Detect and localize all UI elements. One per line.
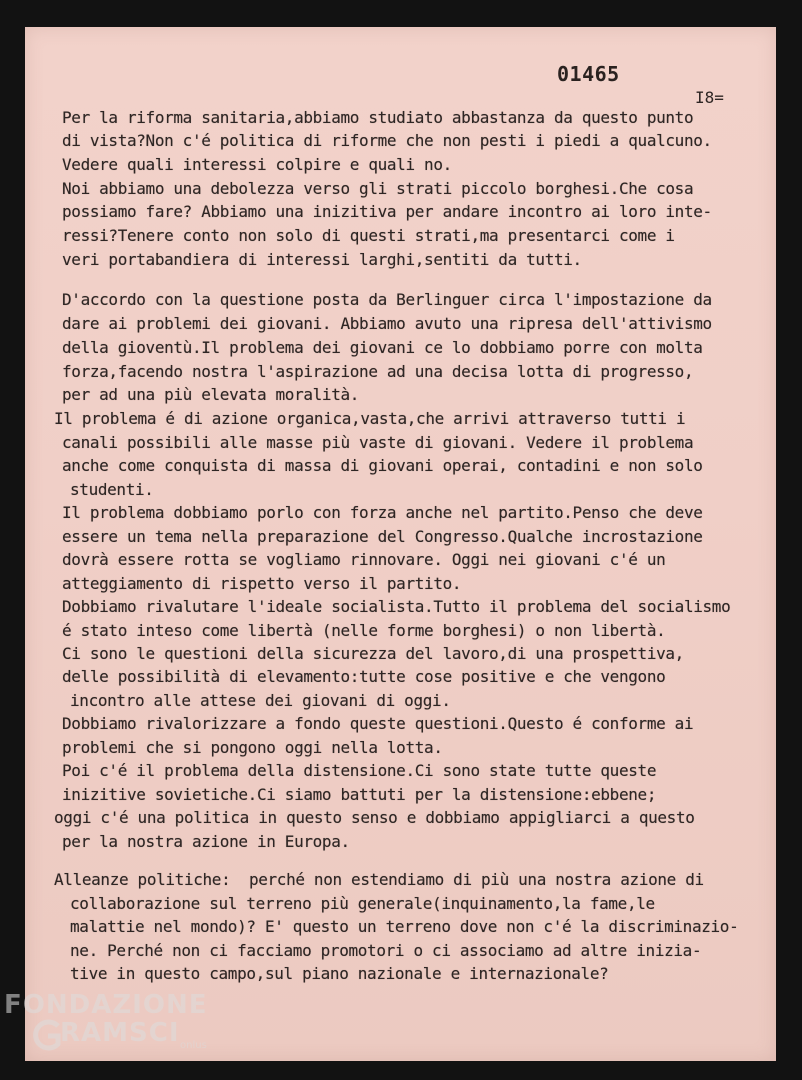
- text-line: Dobbiamo rivalorizzare a fondo queste questioni.Questo é conforme ai: [62, 714, 694, 733]
- text-line: Ci sono le questioni della sicurezza del lavoro,di una prospettiva,: [62, 644, 684, 663]
- text-line: atteggiamento di rispetto verso il partito.: [62, 574, 462, 593]
- text-line: Alleanze politiche: perché non estendiamo di più una nostra azione di: [54, 870, 704, 889]
- text-line: tive in questo campo,sul piano nazionale e internazionale?: [70, 964, 609, 983]
- text-line: Vedere quali interessi colpire e quali no.: [62, 155, 452, 174]
- text-line: Il problema dobbiamo porlo con forza anche nel partito.Penso che deve: [62, 503, 703, 522]
- text-line: malattie nel mondo)? E' questo un terreno dove non c'é la discriminazio-: [70, 917, 739, 936]
- document-number: 01465: [557, 62, 620, 86]
- text-line: ne. Perché non ci facciamo promotori o ci associamo ad altre inizia-: [70, 941, 702, 960]
- text-line: oggi c'é una politica in questo senso e dobbiamo appigliarci a questo: [54, 808, 695, 827]
- text-line: Poi c'é il problema della distensione.Ci sono state tutte queste: [62, 761, 657, 780]
- text-line: Per la riforma sanitaria,abbiamo studiato abbastanza da questo punto: [62, 108, 694, 127]
- text-line: é stato inteso come libertà (nelle forme borghesi) o non libertà.: [62, 621, 666, 640]
- text-line: di vista?Non c'é politica di riforme che non pesti i piedi a qualcuno.: [62, 131, 712, 150]
- text-line: D'accordo con la questione posta da Berlinguer circa l'impostazione da: [62, 290, 712, 309]
- text-line: essere un tema nella preparazione del Congresso.Qualche incrostazione: [62, 527, 703, 546]
- text-line: delle possibilità di elevamento:tutte cose positive e che vengono: [62, 667, 666, 686]
- text-line: della gioventù.Il problema dei giovani ce lo dobbiamo porre con molta: [62, 338, 703, 357]
- text-line: collaborazione sul terreno più generale(inquinamento,la fame,le: [70, 894, 655, 913]
- typewritten-page: [25, 27, 776, 1061]
- text-line: incontro alle attese dei giovani di oggi.: [70, 691, 451, 710]
- fondazione-gramsci-watermark: [4, 990, 208, 1070]
- watermark-line-bottom: RAMSCI: [60, 1018, 180, 1048]
- text-line: anche come conquista di massa di giovani operai, contadini e non solo: [62, 456, 703, 475]
- text-line: inizitive sovietiche.Ci siamo battuti per la distensione:ebbene;: [62, 785, 657, 804]
- watermark-line-top: FONDAZIONE: [4, 990, 208, 1020]
- text-line: canali possibili alle masse più vaste di giovani. Vedere il problema: [62, 433, 694, 452]
- text-line: dovrà essere rotta se vogliamo rinnovare. Oggi nei giovani c'é un: [62, 550, 666, 569]
- text-line: possiamo fare? Abbiamo una inizitiva per andare incontro ai loro inte-: [62, 202, 712, 221]
- page-number: I8=: [695, 88, 724, 107]
- text-line: veri portabandiera di interessi larghi,sentiti da tutti.: [62, 250, 582, 269]
- text-line: Noi abbiamo una debolezza verso gli strati piccolo borghesi.Che cosa: [62, 179, 694, 198]
- text-line: Dobbiamo rivalutare l'ideale socialista.Tutto il problema del socialismo: [62, 597, 731, 616]
- text-line: Il problema é di azione organica,vasta,che arrivi attraverso tutti i: [54, 409, 686, 428]
- text-line: per la nostra azione in Europa.: [62, 832, 350, 851]
- text-line: forza,facendo nostra l'aspirazione ad una decisa lotta di progresso,: [62, 362, 694, 381]
- text-line: per ad una più elevata moralità.: [62, 385, 360, 404]
- text-line: dare ai problemi dei giovani. Abbiamo avuto una ripresa dell'attivismo: [62, 314, 712, 333]
- text-line: studenti.: [70, 480, 154, 499]
- text-line: ressi?Tenere conto non solo di questi strati,ma presentarci come i: [62, 226, 675, 245]
- watermark-suffix: onlus: [180, 1040, 207, 1051]
- gramsci-g-icon: [32, 1018, 62, 1052]
- text-line: problemi che si pongono oggi nella lotta.: [62, 738, 443, 757]
